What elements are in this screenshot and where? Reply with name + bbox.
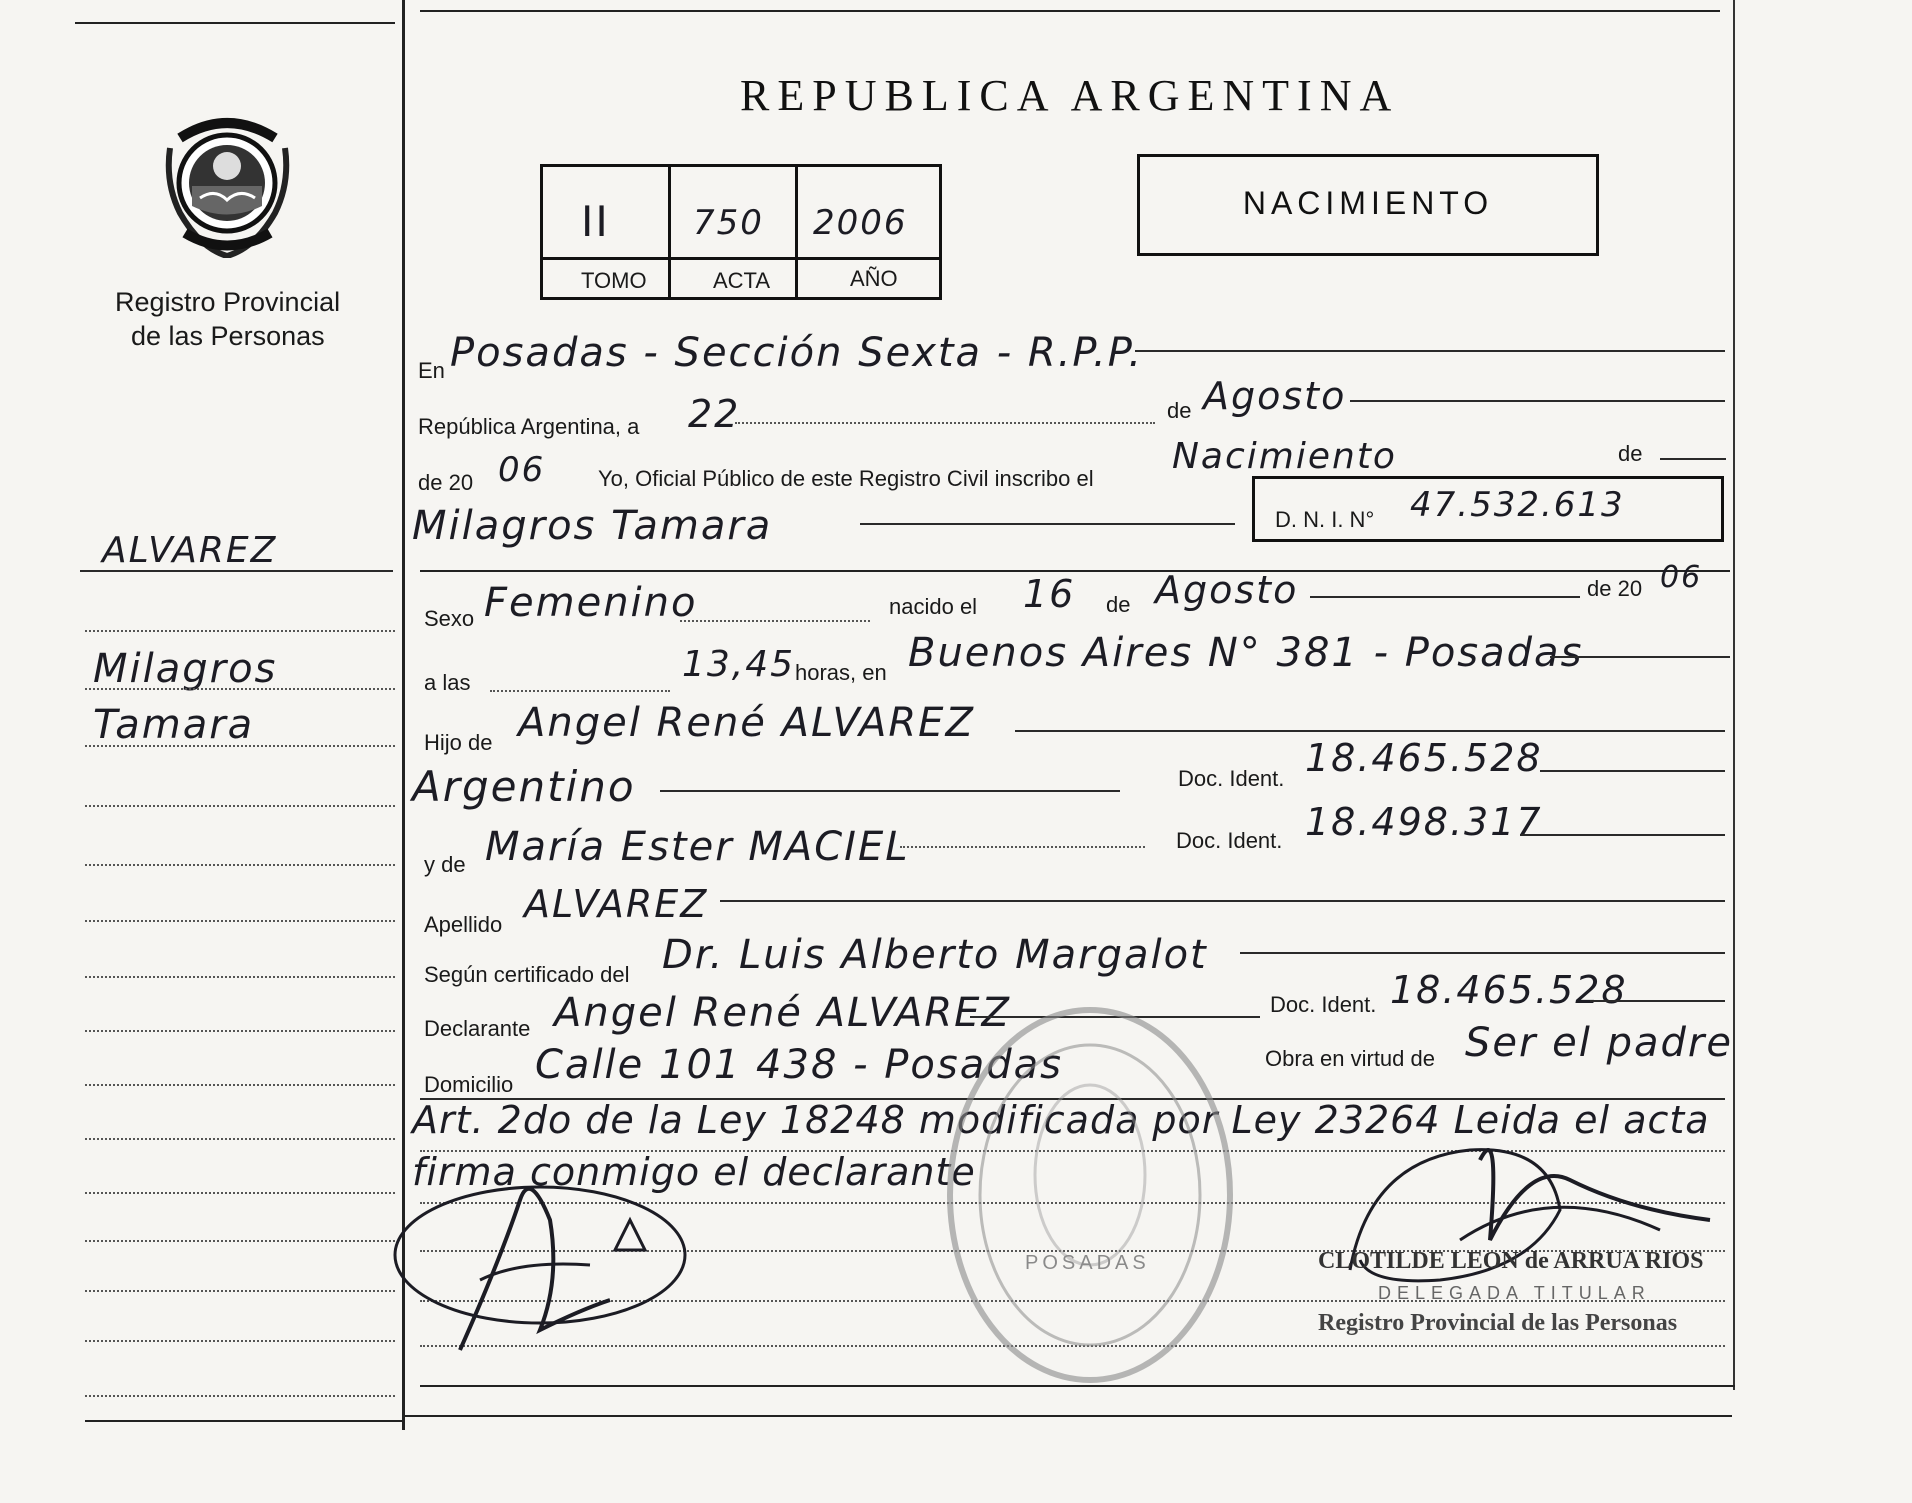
label-en: En — [418, 358, 445, 383]
registry-line1: Registro Provincial — [115, 287, 341, 317]
value-nac-dia: 16 — [1023, 572, 1076, 616]
value-nac-padre: Argentino — [412, 762, 636, 811]
label-doc-madre: Doc. Ident. — [1176, 828, 1283, 853]
label-de20: de 20 — [418, 470, 474, 495]
top-rule-left — [75, 22, 395, 24]
tomo-label: TOMO — [581, 268, 647, 293]
label-doc-padre: Doc. Ident. — [1178, 766, 1285, 791]
dni-box — [1252, 476, 1724, 542]
value-madre: María Ester MACIEL — [485, 824, 910, 870]
province-seal — [160, 108, 295, 258]
label-republica: República Argentina, a — [418, 414, 640, 439]
right-border — [1733, 0, 1735, 1390]
certificate-type: NACIMIENTO — [1242, 185, 1494, 221]
value-nac-mes: Agosto — [1155, 568, 1299, 612]
value-anio: 06 — [498, 450, 546, 490]
label-nacido: nacido el — [889, 594, 978, 619]
tomo-value: II — [581, 197, 610, 246]
value-hora: 13,45 — [682, 644, 796, 685]
value-padre: Angel René ALVAREZ — [518, 700, 975, 746]
margin-name2: Tamara — [93, 702, 255, 748]
value-mes: Agosto — [1203, 374, 1347, 418]
value-nombre: Milagros Tamara — [412, 503, 773, 549]
label-sexo: Sexo — [424, 606, 475, 631]
label-de-2: de — [1618, 441, 1643, 466]
value-apellido: ALVAREZ — [524, 882, 709, 926]
label-y-de: y de — [424, 852, 466, 877]
value-nac-anio: 06 — [1660, 560, 1703, 595]
label-de20b: de 20 — [1587, 576, 1643, 601]
value-doc-padre: 18.465.528 — [1305, 736, 1543, 780]
value-dia: 22 — [688, 392, 741, 436]
top-rule-right — [420, 10, 1720, 12]
acta-value: 750 — [693, 203, 764, 243]
label-domicilio: Domicilio — [424, 1072, 514, 1097]
value-domicilio: Calle 101 438 - Posadas — [535, 1042, 1063, 1088]
value-medico: Dr. Luis Alberto Margalot — [662, 932, 1208, 978]
anio-value: 2006 — [813, 203, 908, 243]
anio-label: AÑO — [850, 266, 898, 291]
value-declarante: Angel René ALVAREZ — [554, 990, 1011, 1036]
officer-org: Registro Provincial de las Personas — [1318, 1310, 1678, 1336]
seal-city: POSADAS — [1025, 1252, 1150, 1274]
certificate-type-box — [1137, 154, 1599, 256]
label-doc-decl: Doc. Ident. — [1270, 992, 1377, 1017]
registry-line2: de las Personas — [131, 321, 325, 351]
label-de-3: de — [1106, 592, 1131, 617]
label-horas: horas, en — [795, 660, 887, 685]
official-seal — [940, 1000, 1240, 1390]
value-obra: Ser el padre — [1465, 1020, 1733, 1066]
declarant-signature — [390, 1160, 710, 1360]
label-de-1: de — [1167, 398, 1192, 423]
value-doc-madre: 18.498.317 — [1305, 800, 1543, 844]
value-dni: 47.532.613 — [1410, 485, 1625, 525]
officer-name: CLOTILDE LEON de ARRUA RIOS — [1318, 1248, 1704, 1274]
record-table — [540, 164, 942, 300]
value-acto: Nacimiento — [1172, 436, 1397, 477]
margin-name1: Milagros — [93, 646, 278, 692]
label-hijo: Hijo de — [424, 730, 493, 755]
value-lugar-nac: Buenos Aires N° 381 - Posadas — [908, 630, 1584, 676]
label-segun: Según certificado del — [424, 962, 630, 987]
value-lugar: Posadas - Sección Sexta - R.P.P. — [450, 330, 1144, 376]
value-sexo: Femenino — [484, 580, 698, 626]
value-nota2: firma conmigo el declarante — [412, 1150, 976, 1194]
label-dni: D. N. I. N° — [1275, 507, 1375, 532]
label-yo: Yo, Oficial Público de este Registro Civil inscribo el — [598, 466, 1094, 491]
acta-label: ACTA — [713, 268, 771, 293]
label-declarante: Declarante — [424, 1016, 531, 1041]
country-heading: REPUBLICA ARGENTINA — [740, 71, 1400, 120]
margin-surname: ALVAREZ — [102, 530, 278, 571]
value-nota1: Art. 2do de la Ley 18248 modificada por Ley 23264 Leida el acta — [412, 1098, 1710, 1142]
value-doc-decl: 18.465.528 — [1390, 968, 1628, 1012]
label-obra: Obra en virtud de — [1265, 1046, 1435, 1071]
officer-title: DELEGADA TITULAR — [1378, 1283, 1651, 1303]
label-a-las: a las — [424, 670, 471, 695]
label-apellido: Apellido — [424, 912, 503, 937]
